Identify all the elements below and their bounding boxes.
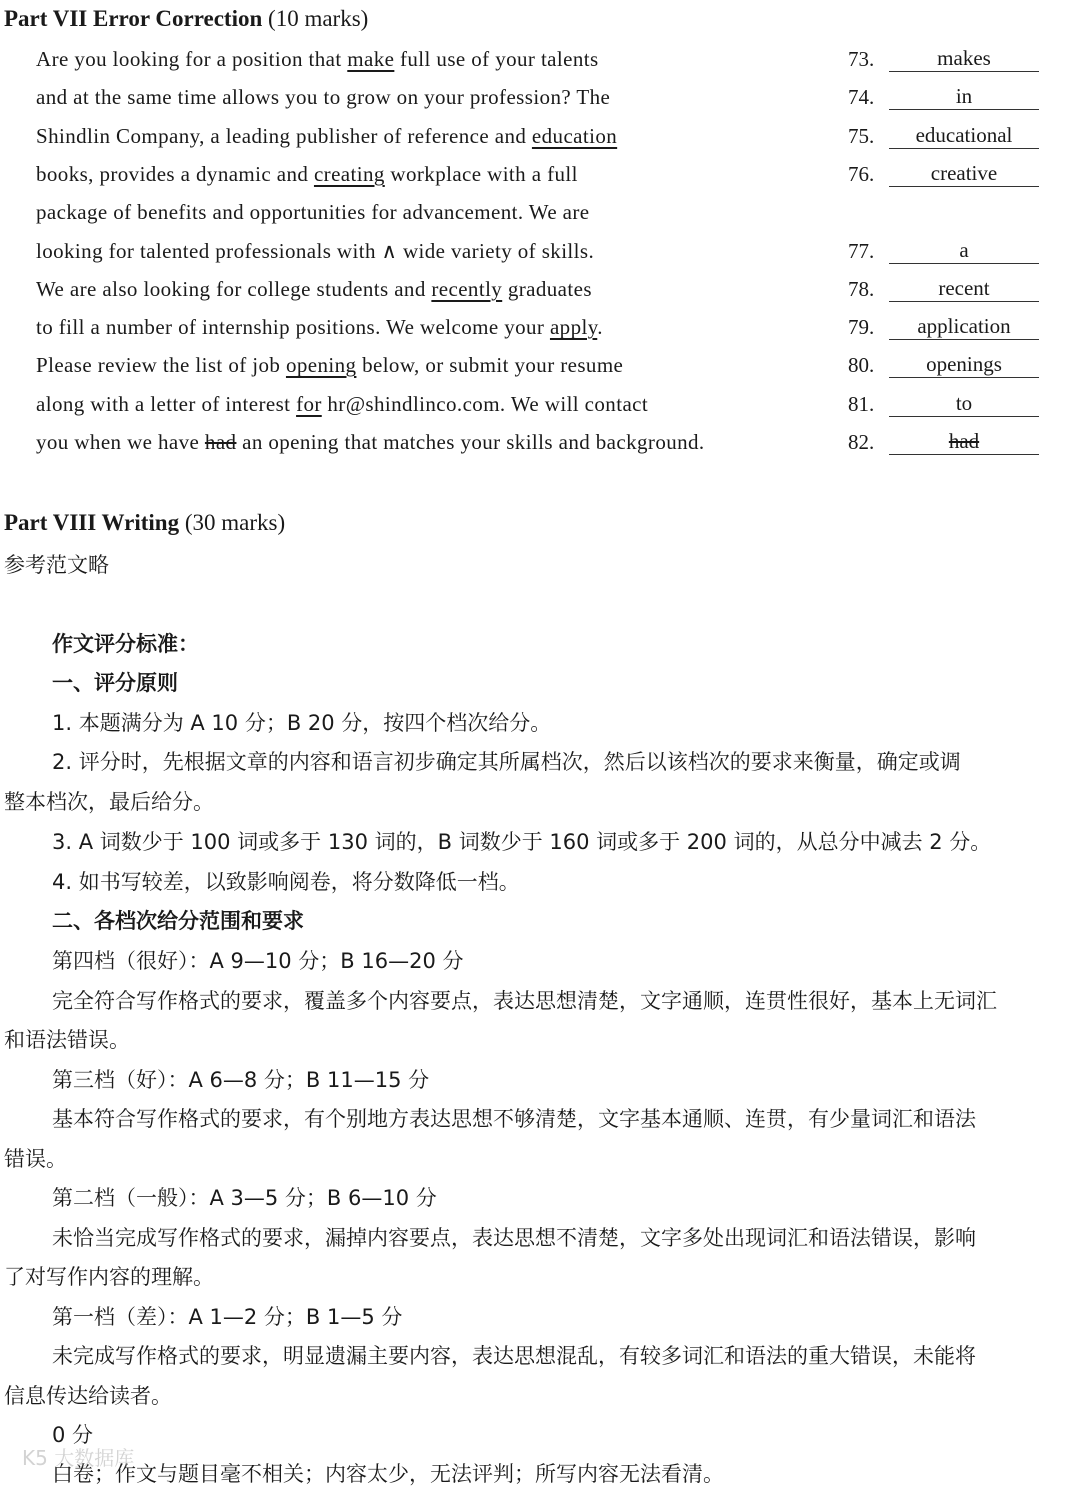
passage-text: full use of your talents [394,47,599,71]
passage-text: looking for talented professionals with [36,239,382,263]
answer-blank [889,428,1039,455]
marked-error-word: apply [549,315,598,339]
grade-1-heading: 第一档（差）：A 1—2 分；B 1—5 分 [52,1305,403,1329]
passage-text: to fill a number of internship positions. We welcome your [36,315,550,339]
rule-4: 4. 如书写较差，以致影响阅卷，将分数降低一档。 [52,870,520,894]
passage-line [36,277,592,302]
criteria-title: 作文评分标准： [52,632,199,656]
answer-blank [889,313,1039,340]
passage-line [36,200,590,225]
part8-marks: (30 marks) [184,510,286,535]
passage-line [36,353,623,378]
question-number: 76. [848,162,875,186]
passage-text: package of benefits and opportunities for advancement. We are [36,200,590,224]
answer-blank [889,83,1039,110]
marked-error-word: recently [431,277,503,301]
grade-0-heading: 0 分 [52,1423,94,1447]
criteria-section-1: 一、评分原则 [52,671,178,695]
passage-line [36,47,599,72]
passage-text: Please review the list of job [36,353,286,377]
passage-line [36,430,705,455]
grade-4-desc-line-2: 和语法错误。 [4,1028,130,1052]
grade-3-desc-line-1: 基本符合写作格式的要求，有个别地方表达思想不够清楚，文字基本通顺、连贯，有少量词汇和语法 [52,1107,976,1131]
answer-text: in [955,84,973,108]
question-number: 82. [848,430,875,454]
answer-text: application [917,314,1011,338]
passage-text: graduates [502,277,592,301]
grade-2-desc-line-1: 未恰当完成写作格式的要求，漏掉内容要点，表达思想不清楚，文字多处出现词汇和语法错误，影响 [52,1226,976,1250]
passage-line [36,239,594,264]
question-number: 77. [848,239,875,263]
question-number: 74. [848,85,875,109]
question-number: 81. [848,392,875,416]
question-number: 79. [848,315,875,339]
marked-error-word: creating [313,162,385,186]
question-number: 78. [848,277,875,301]
passage-line [36,124,617,149]
answer-blank [889,122,1039,149]
part7-heading [4,6,368,32]
rule-3: 3. A 词数少于 100 词或多于 130 词的，B 词数少于 160 词或多于 200 词的，从总分中减去 2 分。 [52,830,992,854]
marked-error-word: make [347,47,395,71]
passage-text: below, or submit your resume [356,353,624,377]
passage-line [36,392,648,417]
passage-line [36,315,603,340]
answer-blank [889,45,1039,72]
part8-title: Part VIII Writing [4,510,180,535]
passage-text: hr@shindlinco.com. We will contact [321,392,649,416]
passage-text: . [597,315,603,339]
answer-blank [889,160,1039,187]
part7-title: Part VII Error Correction [4,6,263,31]
rule-1: 1. 本题满分为 A 10 分；B 20 分，按四个档次给分。 [52,711,552,735]
grade-1-desc-line-1: 未完成写作格式的要求，明显遗漏主要内容，表达思想混乱，有较多词汇和语法的重大错误，未能将 [52,1344,976,1368]
passage-line [36,162,578,187]
criteria-section-2: 二、各档次给分范围和要求 [52,909,304,933]
grade-4-heading: 第四档（很好）：A 9—10 分；B 16—20 分 [52,949,464,973]
grade-3-desc-line-2: 错误。 [4,1147,67,1171]
grade-1-desc-line-2: 信息传达给读者。 [4,1384,172,1408]
grade-2-heading: 第二档（一般）：A 3—5 分；B 6—10 分 [52,1186,437,1210]
grade-0-desc: 白卷；作文与题目毫不相关；内容太少，无法评判；所写内容无法看清。 [52,1462,724,1486]
grade-2-desc-line-2: 了对写作内容的理解。 [4,1265,214,1289]
answer-text: had [948,429,980,453]
answer-text: educational [915,123,1013,147]
marked-error-word: education [531,124,618,148]
answer-blank [889,275,1039,302]
marked-error-word: had [204,430,237,454]
answer-text: a [959,238,969,262]
passage-line [36,85,610,110]
passage-text: workplace with a full [384,162,578,186]
rule-2-line-2: 整本档次，最后给分。 [4,790,214,814]
marked-error-word: ∧ [381,239,398,263]
answer-blank [889,351,1039,378]
answer-text: makes [937,46,991,70]
question-number: 75. [848,124,875,148]
answer-text: to [955,391,973,415]
passage-text: an opening that matches your skills and background. [236,430,705,454]
passage-text: you when we have [36,430,205,454]
question-number: 80. [848,353,875,377]
part7-marks: (10 marks) [268,6,369,31]
marked-error-word: opening [285,353,357,377]
answer-text: openings [926,352,1002,376]
grade-4-desc-line-1: 完全符合写作格式的要求，覆盖多个内容要点，表达思想清楚，文字通顺，连贯性很好，基本上无词汇 [52,989,997,1013]
answer-text: creative [930,161,998,185]
sample-essay-note: 参考范文略 [4,553,109,577]
question-number: 73. [848,47,875,71]
answer-text: recent [938,276,990,300]
passage-text: along with a letter of interest [36,392,297,416]
passage-text: and at the same time allows you to grow on your profession? The [36,85,611,109]
passage-text: books, provides a dynamic and [36,162,314,186]
passage-text: Shindlin Company, a leading publisher of reference and [36,124,532,148]
grade-3-heading: 第三档（好）：A 6—8 分；B 11—15 分 [52,1068,430,1092]
answer-blank [889,237,1039,264]
marked-error-word: for [296,392,322,416]
passage-text: wide variety of skills. [397,239,595,263]
answer-blank [889,390,1039,417]
watermark: K5 大数据库 [22,1446,135,1470]
passage-text: Are you looking for a position that [36,47,348,71]
part8-heading [4,510,285,536]
passage-text: We are also looking for college students and [36,277,432,301]
rule-2-line-1: 2. 评分时，先根据文章的内容和语言初步确定其所属档次，然后以该档次的要求来衡量，确定或调 [52,750,961,774]
